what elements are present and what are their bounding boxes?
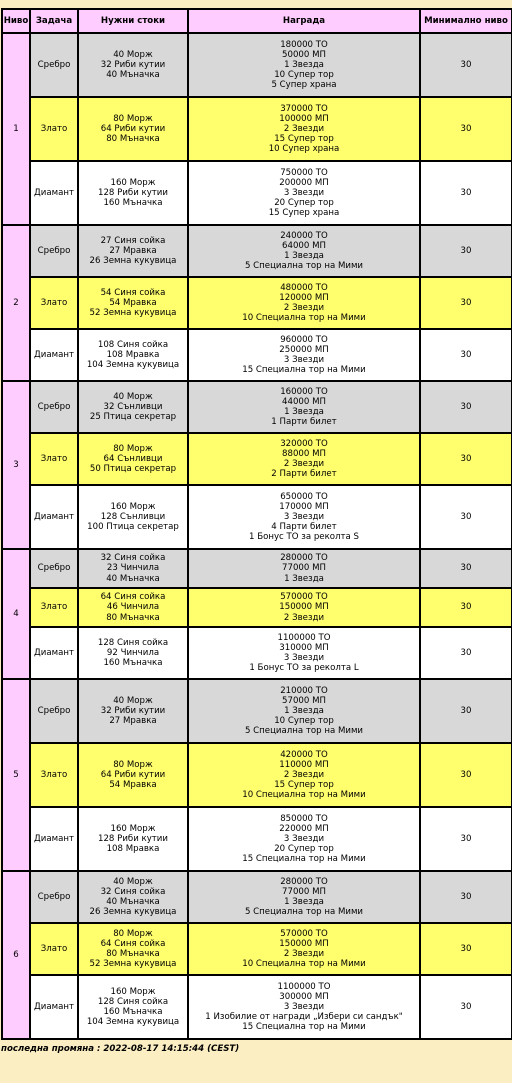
header-min-level: Минимално ниво [420,9,512,33]
reward-item: 150000 МП [279,938,329,949]
reward-item: 2 Звезди [283,949,325,959]
reward-item: 320000 ТО [280,438,328,449]
reward-item: 1 Бонус ТО за реколта L [249,663,359,674]
reward-item: 210000 ТО [280,685,328,696]
last-modified: последна промяна : 2022-08-17 14:15:44 (CEST) [1,1044,240,1054]
level-cell: 6 [2,871,30,1039]
reward-item: 10 Специална тор на Мими [242,313,366,324]
needed-item: 40 Морж [113,391,153,402]
min-level-cell: 30 [420,743,512,807]
needed-item: 128 Риби кутии [98,187,168,198]
reward-item: 570000 ТО [280,592,328,603]
table-row [2,225,512,277]
table-row [2,433,512,485]
needed-item: 46 Чинчила [106,602,160,613]
needed-item: 108 Синя сойка [97,339,169,350]
needed-goods-cell [78,329,188,381]
reward-item: 150000 МП [279,602,329,613]
task-cell: Злато [30,743,78,807]
needed-item: 128 Сънливци [100,511,166,522]
reward-item: 4 Парти билет [271,522,337,533]
min-level-cell: 30 [420,923,512,975]
reward-cell [188,549,420,588]
reward-item: 1 Звезда [284,573,324,584]
header-task: Задача [30,9,78,33]
table-row [2,381,512,433]
needed-item: 160 Мъначка [103,1007,163,1017]
reward-cell [188,433,420,485]
task-cell: Злато [30,277,78,329]
table-row [2,679,512,743]
needed-item: 64 Риби кутии [100,769,166,780]
needed-item: 54 Мравка [109,297,157,308]
needed-goods-cell [78,549,188,588]
table-row [2,549,512,588]
reward-item: 5 Специална тор на Мими [244,907,364,918]
reward-item: 2 Звезди [283,769,325,780]
needed-goods-cell [78,433,188,485]
reward-cell [188,33,420,97]
needed-goods-cell [78,97,188,161]
task-cell: Диамант [30,485,78,549]
reward-item: 2 Звезди [283,612,325,623]
reward-item: 750000 ТО [280,167,328,178]
table-row [2,807,512,871]
reward-item: 170000 МП [279,501,329,512]
task-cell: Злато [30,97,78,161]
task-cell: Злато [30,433,78,485]
reward-cell [188,225,420,277]
task-cell: Сребро [30,225,78,277]
table-row [2,277,512,329]
needed-item: 26 Земна кукувица [89,256,177,267]
reward-item: 100000 МП [279,113,329,124]
min-level-cell: 30 [420,277,512,329]
reward-item: 15 Специална тор на Мими [242,365,366,376]
needed-item: 40 Морж [113,49,153,60]
task-cell: Сребро [30,33,78,97]
needed-goods-cell [78,627,188,679]
reward-item: 3 Звезди [283,511,325,522]
reward-item: 64000 МП [282,240,326,251]
reward-item: 250000 МП [279,344,329,355]
level-cell: 1 [2,33,30,225]
reward-item: 44000 МП [282,396,326,407]
needed-goods-cell [78,975,188,1039]
needed-goods-cell [78,33,188,97]
needed-item: 40 Мъначка [106,573,160,584]
header-row [2,9,512,33]
min-level-cell: 30 [420,97,512,161]
needed-goods-cell [78,923,188,975]
reward-cell [188,871,420,923]
needed-goods-cell [78,225,188,277]
min-level-cell: 30 [420,225,512,277]
needed-item: 64 Синя сойка [100,592,166,603]
table-row [2,871,512,923]
reward-item: 1 Звезда [284,59,324,70]
reward-item: 20 Супер тор [274,844,334,855]
reward-item: 1 Звезда [284,897,324,907]
reward-item: 280000 ТО [280,876,328,887]
reward-item: 50000 МП [282,49,326,60]
min-level-cell: 30 [420,807,512,871]
needed-item: 27 Мравка [109,716,157,727]
level-cell: 2 [2,225,30,381]
reward-item: 57000 МП [282,695,326,706]
level-cell: 3 [2,381,30,549]
reward-item: 77000 МП [282,886,326,897]
needed-goods-cell [78,807,188,871]
task-cell: Диамант [30,161,78,225]
reward-item: 15 Супер тор [274,780,334,791]
needed-item: 32 Риби кутии [100,705,166,716]
reward-item: 10 Специална тор на Мими [242,790,366,801]
reward-cell [188,975,420,1039]
table-row [2,161,512,225]
needed-item: 128 Синя сойка [97,996,169,1007]
needed-item: 92 Чинчила [106,647,160,658]
header-reward: Награда [188,9,420,33]
needed-item: 108 Мравка [106,844,160,855]
reward-item: 420000 ТО [280,749,328,760]
needed-item: 80 Морж [113,928,153,939]
reward-cell [188,97,420,161]
min-level-cell: 30 [420,975,512,1039]
reward-cell [188,627,420,679]
needed-item: 54 Мравка [109,780,157,791]
needed-item: 160 Морж [110,501,156,512]
top-strip [0,0,512,8]
task-cell: Диамант [30,627,78,679]
needed-item: 80 Морж [113,759,153,770]
table-row [2,743,512,807]
needed-goods-cell [78,871,188,923]
reward-cell [188,277,420,329]
needed-item: 40 Мъначка [106,70,160,81]
needed-item: 108 Мравка [106,349,160,360]
reward-item: 1 Звезда [284,705,324,716]
reward-cell [188,161,420,225]
min-level-cell: 30 [420,549,512,588]
task-cell: Злато [30,923,78,975]
reward-item: 240000 ТО [280,230,328,241]
reward-item: 3 Звезди [283,187,325,198]
min-level-cell: 30 [420,627,512,679]
needed-item: 100 Птица секретар [87,522,179,533]
reward-item: 15 Супер храна [268,208,340,219]
reward-cell [188,588,420,627]
table-row [2,485,512,549]
min-level-cell: 30 [420,33,512,97]
needed-item: 128 Риби кутии [98,833,168,844]
min-level-cell: 30 [420,329,512,381]
needed-item: 40 Морж [113,876,153,887]
needed-item: 54 Синя сойка [100,287,166,298]
needed-item: 80 Мъначка [106,134,160,145]
header-level: Ниво [2,9,30,33]
table-row [2,329,512,381]
reward-item: 5 Супер храна [271,80,337,91]
reward-item: 1100000 ТО [277,632,331,643]
needed-item: 80 Морж [113,113,153,124]
reward-item: 10 Супер тор [274,70,334,81]
needed-item: 64 Риби кутии [100,123,166,134]
needed-item: 104 Земна кукувица [86,1017,180,1028]
reward-item: 10 Супер тор [274,716,334,727]
needed-item: 64 Синя сойка [100,938,166,949]
reward-item: 960000 ТО [280,334,328,345]
task-cell: Диамант [30,807,78,871]
min-level-cell: 30 [420,433,512,485]
header-needed: Нужни стоки [78,9,188,33]
quest-table [1,8,512,1040]
task-cell: Злато [30,588,78,627]
reward-item: 1 Бонус ТО за реколта S [249,532,359,543]
task-cell: Сребро [30,381,78,433]
task-cell: Сребро [30,871,78,923]
reward-cell [188,485,420,549]
reward-item: 1 Изобилие от награди „Избери си сандък" [205,1012,403,1023]
table-body [2,33,512,1039]
reward-item: 10 Специална тор на Мими [242,959,366,970]
needed-item: 64 Сънливци [103,453,163,464]
needed-item: 23 Чинчила [106,563,160,574]
reward-item: 2 Звезди [283,459,325,469]
min-level-cell: 30 [420,381,512,433]
needed-item: 104 Земна кукувица [86,360,180,371]
table-row [2,588,512,627]
reward-item: 3 Звезди [283,833,325,844]
needed-goods-cell [78,743,188,807]
needed-goods-cell [78,161,188,225]
task-cell: Сребро [30,679,78,743]
reward-item: 370000 ТО [280,103,328,114]
reward-item: 280000 ТО [280,553,328,564]
reward-item: 3 Звезди [283,1001,325,1012]
needed-item: 40 Морж [113,695,153,706]
reward-cell [188,329,420,381]
reward-item: 1 Парти билет [271,417,337,428]
reward-item: 88000 МП [282,448,326,459]
reward-item: 1100000 ТО [277,981,331,992]
reward-item: 120000 МП [279,292,329,303]
reward-cell [188,807,420,871]
task-cell: Диамант [30,975,78,1039]
needed-goods-cell [78,277,188,329]
min-level-cell: 30 [420,871,512,923]
needed-item: 32 Синя сойка [100,886,166,897]
needed-goods-cell [78,679,188,743]
needed-item: 128 Синя сойка [97,637,169,648]
table-row [2,33,512,97]
needed-item: 160 Морж [110,986,156,997]
needed-item: 160 Морж [110,823,156,834]
reward-item: 5 Специална тор на Мими [244,726,364,737]
reward-item: 2 Парти билет [271,469,337,480]
reward-item: 310000 МП [279,642,329,653]
needed-goods-cell [78,588,188,627]
needed-item: 50 Птица секретар [89,464,177,475]
needed-item: 160 Мъначка [103,198,163,209]
reward-cell [188,923,420,975]
reward-item: 300000 МП [279,991,329,1002]
reward-item: 15 Супер тор [274,134,334,145]
reward-item: 15 Специална тор на Мими [242,854,366,865]
needed-goods-cell [78,485,188,549]
table-row [2,627,512,679]
reward-item: 1 Звезда [284,251,324,261]
table-row [2,975,512,1039]
level-cell: 4 [2,549,30,679]
needed-item: 27 Синя сойка [100,235,166,246]
reward-item: 3 Звезди [283,355,325,365]
reward-item: 5 Специална тор на Мими [244,261,364,272]
reward-item: 480000 ТО [280,282,328,293]
needed-item: 160 Мъначка [103,658,163,669]
needed-item: 32 Сънливци [103,401,163,412]
needed-item: 160 Морж [110,177,156,188]
needed-item: 25 Птица секретар [89,412,177,423]
task-cell: Сребро [30,549,78,588]
reward-item: 20 Супер тор [274,198,334,209]
reward-item: 570000 ТО [280,928,328,939]
reward-item: 2 Звезди [283,303,325,313]
reward-item: 2 Звезди [283,123,325,134]
min-level-cell: 30 [420,161,512,225]
needed-item: 32 Риби кутии [100,59,166,70]
min-level-cell: 30 [420,679,512,743]
needed-item: 32 Синя сойка [100,553,166,564]
needed-item: 80 Мъначка [106,612,160,623]
reward-item: 3 Звезди [283,653,325,663]
needed-item: 27 Мравка [109,245,157,256]
reward-item: 1 Звезда [284,407,324,417]
reward-cell [188,679,420,743]
needed-item: 52 Земна кукувица [89,308,177,319]
level-cell: 5 [2,679,30,871]
reward-cell [188,381,420,433]
needed-item: 80 Мъначка [106,949,160,959]
reward-cell [188,743,420,807]
reward-item: 110000 МП [279,759,329,770]
reward-item: 200000 МП [279,177,329,188]
needed-goods-cell [78,381,188,433]
reward-item: 180000 ТО [280,39,328,50]
reward-item: 220000 МП [279,823,329,834]
needed-item: 80 Морж [113,443,153,454]
min-level-cell: 30 [420,588,512,627]
task-cell: Диамант [30,329,78,381]
reward-item: 160000 ТО [280,386,328,397]
needed-item: 26 Земна кукувица [89,907,177,918]
reward-item: 850000 ТО [280,813,328,824]
table-row [2,923,512,975]
min-level-cell: 30 [420,485,512,549]
reward-item: 15 Специална тор на Мими [242,1022,366,1033]
reward-item: 650000 ТО [280,491,328,502]
table-row [2,97,512,161]
reward-item: 10 Супер храна [268,144,340,155]
reward-item: 77000 МП [282,563,326,574]
needed-item: 52 Земна кукувица [89,959,177,970]
needed-item: 40 Мъначка [106,897,160,907]
